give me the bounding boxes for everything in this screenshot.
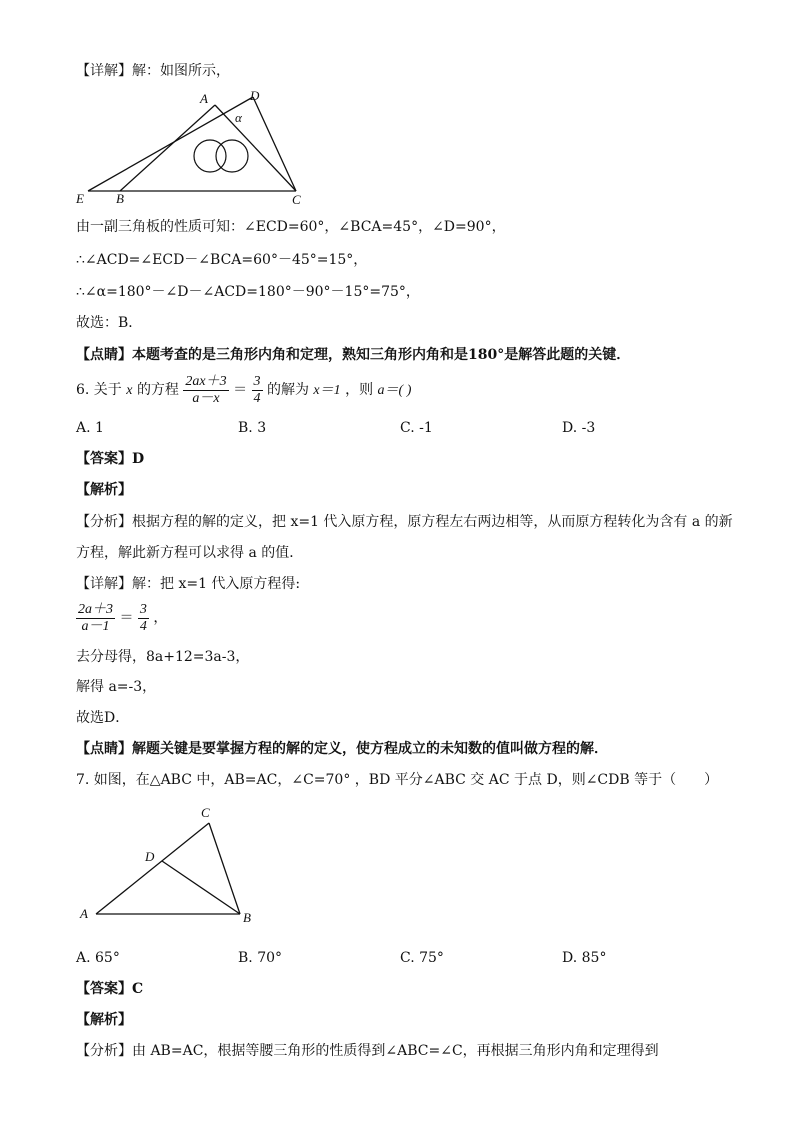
q6-eq: ＝	[233, 382, 248, 398]
q6-prefix: 6. 关于	[76, 382, 122, 398]
q6-var-x: x	[126, 383, 133, 398]
detail-heading: 【详解】解：如图所示，	[76, 63, 230, 79]
label-E: E	[76, 191, 84, 206]
label-C: C	[292, 192, 301, 207]
triangle-abc-figure	[72, 800, 272, 930]
q7-option-c[interactable]: C. 75°	[400, 950, 444, 966]
explain-line-1: 由一副三角板的性质可知：∠ECD=60°，∠BCA=45°，∠D=90°，	[76, 219, 506, 235]
explain-line-3: ∴∠α=180°－∠D－∠ACD=180°－90°－15°=75°，	[76, 284, 420, 300]
label-A: A	[80, 906, 88, 921]
q6-option-d[interactable]: D. -3	[562, 420, 596, 436]
comment-5: 【点睛】本题考查的是三角形内角和定理，熟知三角形内角和是180°是解答此题的关键．	[76, 347, 631, 363]
q7-analysis-heading: 【解析】	[76, 1012, 132, 1028]
question-7-stem: 7. 如图，在△ABC 中，AB=AC，∠C=70° ，BD 平分∠ABC 交 AC 于点 D，则∠CDB 等于（ ）	[76, 772, 719, 788]
q7-option-b[interactable]: B. 70°	[238, 950, 283, 966]
q7-answer: 【答案】C	[76, 981, 144, 997]
q6-suffix2: ，则	[345, 382, 374, 398]
q6-frac-num: 2ax＋3	[185, 373, 227, 389]
q6-eq2-den: a－1	[81, 618, 110, 634]
q6-analysis-line-1: 【分析】根据方程的解的定义，把 x=1 代入原方程，原方程左右两边相等，从而原方程转化为含有 a 的新	[76, 514, 733, 530]
q6-eq2-right	[138, 602, 149, 635]
q6-option-b[interactable]: B. 3	[238, 420, 267, 436]
q6-ask: a＝( )	[377, 383, 412, 398]
q6-rhs	[252, 374, 263, 407]
q6-substituted-equation	[76, 598, 167, 638]
q6-eq2-num: 2a＋3	[78, 601, 113, 617]
q7-analysis-line-1: 【分析】由 AB=AC，根据等腰三角形的性质得到∠ABC=∠C，再根据三角形内角和定理得到	[76, 1043, 659, 1059]
q6-mid: 的方程	[136, 382, 179, 398]
q7-option-a[interactable]: A. 65°	[76, 950, 120, 966]
label-B: B	[243, 910, 251, 925]
label-B: B	[116, 191, 124, 206]
q6-cond: x＝1	[313, 383, 341, 398]
q6-eq2-left	[76, 602, 115, 635]
q6-option-c[interactable]: C. -1	[400, 420, 433, 436]
label-A: A	[200, 91, 208, 106]
question-6-stem	[76, 370, 411, 411]
label-C: C	[201, 805, 210, 820]
q6-step-1: 去分母得，8a+12=3a-3，	[76, 649, 250, 665]
q6-suffix1: 的解为	[266, 382, 309, 398]
q6-rhs-den: 4	[253, 390, 261, 406]
label-alpha: α	[235, 110, 242, 125]
q6-analysis-line-2: 方程，解此新方程可以求得 a 的值．	[76, 545, 304, 561]
q6-rhs-num: 3	[253, 373, 261, 389]
q7-option-d[interactable]: D. 85°	[562, 950, 607, 966]
q6-fraction	[183, 374, 228, 407]
q6-frac-den: a－x	[192, 390, 220, 406]
q6-option-a[interactable]: A. 1	[76, 420, 104, 436]
explain-line-2: ∴∠ACD=∠ECD－∠BCA=60°－45°=15°，	[76, 252, 368, 268]
q6-detail: 【详解】解：把 x=1 代入原方程得:	[76, 576, 301, 592]
explain-line-4: 故选：B．	[76, 315, 143, 331]
q6-answer: 【答案】D	[76, 451, 145, 467]
q6-eq2-rden: 4	[139, 618, 147, 634]
triangle-ruler-figure	[70, 88, 370, 208]
q6-eq2-rnum: 3	[139, 601, 147, 617]
q6-step-3: 故选D．	[76, 710, 130, 726]
label-D: D	[250, 88, 260, 103]
q6-eq2-tail: ，	[153, 610, 168, 626]
q6-eq2-eq: ＝	[119, 610, 134, 626]
q6-comment: 【点睛】解题关键是要掌握方程的解的定义，使方程成立的未知数的值叫做方程的解．	[76, 741, 608, 757]
label-D: D	[145, 849, 155, 864]
q6-analysis-heading: 【解析】	[76, 482, 132, 498]
q6-step-2: 解得 a=-3，	[76, 679, 157, 695]
